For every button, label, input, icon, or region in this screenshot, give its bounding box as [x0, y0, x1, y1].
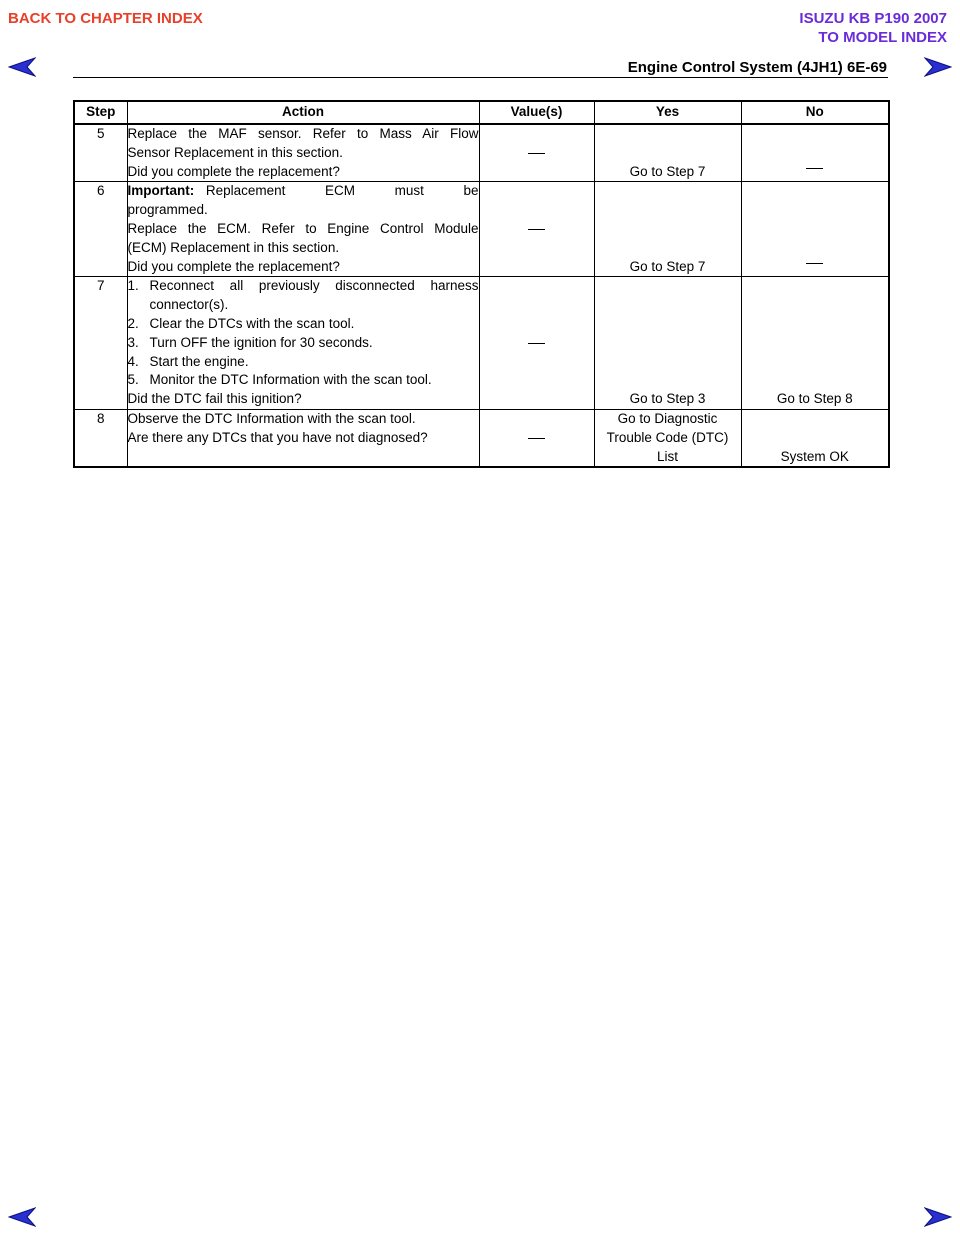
- yes-cell: Go to Step 3: [594, 277, 741, 410]
- model-title-link[interactable]: ISUZU KB P190 2007: [799, 10, 947, 27]
- action-line: Are there any DTCs that you have not diagnosed?: [127, 429, 428, 445]
- important-text: Replacement ECM must be: [205, 183, 479, 199]
- action-cell: [127, 277, 479, 410]
- list-item-text: Start the engine.: [149, 353, 249, 369]
- list-item-text: Clear the DTCs with the scan tool.: [149, 315, 355, 331]
- table-row: [74, 409, 889, 467]
- header-divider: [73, 77, 888, 78]
- empty-dash: [528, 229, 545, 230]
- page-header-title: Engine Control System (4JH1) 6E-69: [627, 59, 887, 76]
- action-line: Sensor Replacement in this section.: [127, 144, 343, 160]
- list-item: [128, 277, 479, 315]
- value-cell: [479, 277, 594, 410]
- no-cell: System OK: [741, 409, 889, 467]
- column-header-no: No: [741, 101, 889, 124]
- empty-dash: [528, 153, 545, 154]
- value-cell: [479, 182, 594, 277]
- yes-line: Trouble Code (DTC): [606, 429, 729, 445]
- table-row: [74, 277, 889, 410]
- diagnostic-steps-table: [73, 100, 890, 468]
- yes-line: Go to Diagnostic: [617, 410, 718, 426]
- empty-dash: [806, 168, 823, 169]
- list-item: [128, 371, 479, 390]
- left-arrow-icon[interactable]: [8, 1207, 36, 1227]
- list-item-text: Monitor the DTC Information with the scan tool.: [149, 372, 432, 388]
- action-line: Did you complete the replacement?: [127, 163, 340, 179]
- no-cell: Go to Step 8: [741, 277, 889, 410]
- table-row: [74, 124, 889, 182]
- action-question: Did the DTC fail this ignition?: [127, 391, 302, 407]
- step-number: 7: [74, 277, 127, 410]
- empty-dash: [528, 438, 545, 439]
- list-item-number: 2.: [127, 315, 139, 331]
- important-line: [128, 182, 479, 201]
- action-line: (ECM) Replacement in this section.: [127, 239, 340, 255]
- step-number: 6: [74, 182, 127, 277]
- action-line: Replace the MAF sensor. Refer to Mass Air Flow: [127, 126, 479, 141]
- right-arrow-icon[interactable]: [924, 1207, 952, 1227]
- column-header-values: Value(s): [479, 101, 594, 124]
- list-item-number: 3.: [127, 334, 139, 350]
- list-item: [128, 315, 479, 334]
- action-line: programmed.: [127, 202, 208, 218]
- list-item-number: 4.: [127, 353, 139, 369]
- list-item-text: Reconnect all previously disconnected harness connector(s).: [149, 278, 479, 313]
- action-cell: [127, 124, 479, 182]
- yes-cell: Go to Step 7: [594, 124, 741, 182]
- column-header-action: Action: [127, 101, 479, 124]
- action-line: Observe the DTC Information with the scan tool.: [127, 410, 416, 426]
- yes-cell: [594, 409, 741, 467]
- no-cell: [741, 124, 889, 182]
- action-cell: [127, 182, 479, 277]
- yes-line: List: [656, 448, 678, 464]
- list-item-text: Turn OFF the ignition for 30 seconds.: [149, 334, 373, 350]
- action-line: Replace the ECM. Refer to Engine Control Module: [127, 220, 479, 236]
- column-header-yes: Yes: [594, 101, 741, 124]
- column-header-step: Step: [74, 101, 127, 124]
- back-to-chapter-index-link[interactable]: BACK TO CHAPTER INDEX: [8, 10, 203, 27]
- value-cell: [479, 409, 594, 467]
- action-line: Did you complete the replacement?: [127, 258, 340, 274]
- list-item-number: 5.: [127, 372, 139, 388]
- right-arrow-icon[interactable]: [924, 57, 952, 77]
- left-arrow-icon[interactable]: [8, 57, 36, 77]
- important-label: Important:: [127, 183, 195, 199]
- action-cell: [127, 409, 479, 467]
- no-cell: [741, 182, 889, 277]
- empty-dash: [806, 263, 823, 264]
- yes-cell: Go to Step 7: [594, 182, 741, 277]
- list-item: [128, 334, 479, 353]
- step-number: 8: [74, 409, 127, 467]
- list-item-number: 1.: [127, 278, 139, 294]
- list-item: [128, 353, 479, 372]
- to-model-index-link[interactable]: TO MODEL INDEX: [818, 29, 947, 46]
- step-number: 5: [74, 124, 127, 182]
- table-header-row: [74, 101, 889, 124]
- value-cell: [479, 124, 594, 182]
- empty-dash: [528, 343, 545, 344]
- table-row: [74, 182, 889, 277]
